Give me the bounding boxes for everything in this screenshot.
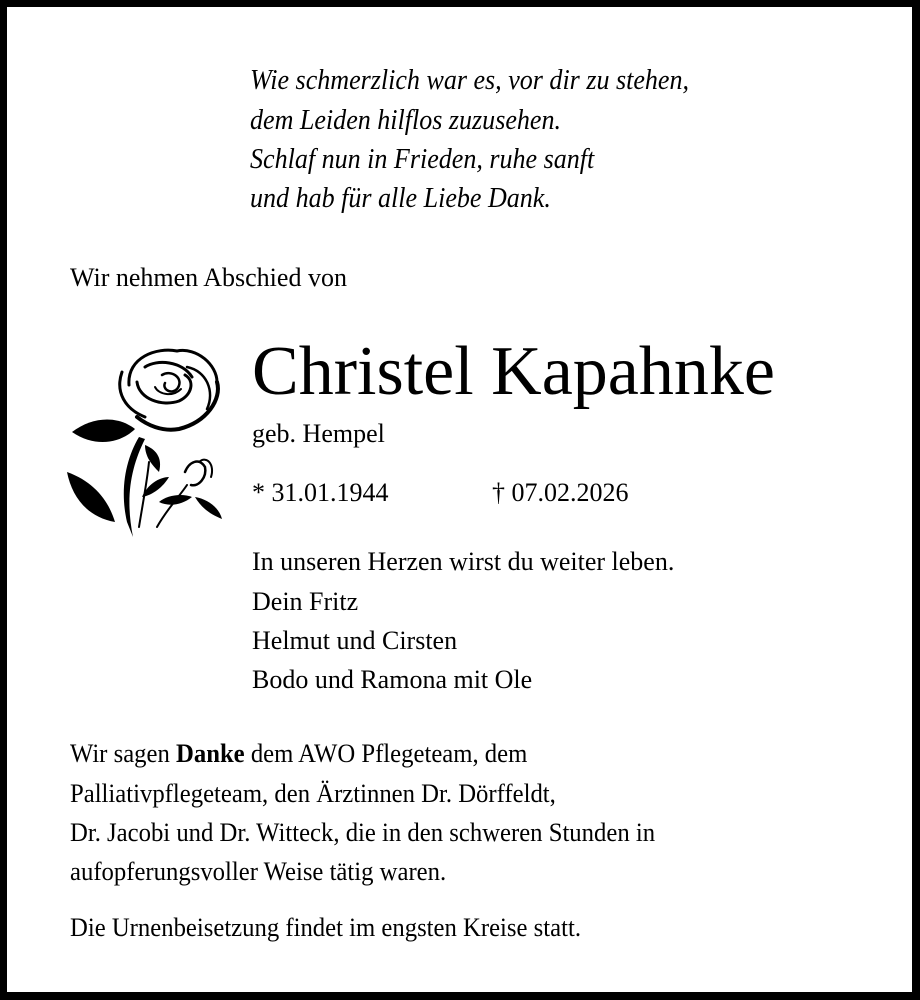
family-line-4: Bodo und Ramona mit Ole <box>252 665 533 694</box>
poem-line-3: Schlaf nun in Frieden, ruhe sanft <box>250 144 595 175</box>
maiden-name: geb. Hempel <box>252 419 385 448</box>
thanks-line-1 <box>70 741 527 767</box>
death-date: † 07.02.2026 <box>492 478 629 507</box>
family-line-2: Dein Fritz <box>252 587 359 616</box>
deceased-name: Christel Kapahnke <box>252 333 775 410</box>
family-line-3: Helmut und Cirsten <box>252 626 458 655</box>
poem-line-1: Wie schmerzlich war es, vor dir zu stehen, <box>250 65 690 96</box>
thanks-line-2: Palliativpflegeteam, den Ärztinnen Dr. Dörffeldt, <box>70 779 556 808</box>
thanks-line-4: aufopferungsvoller Weise tätig waren. <box>70 857 447 886</box>
thanks-line-3: Dr. Jacobi und Dr. Witteck, die in den schweren Stunden in <box>70 818 656 847</box>
rose-icon <box>67 337 227 542</box>
burial-note: Die Urnenbeisetzung findet im engsten Kreise statt. <box>70 913 582 942</box>
thanks-text-pre: Wir sagen <box>70 739 177 768</box>
family-line-1: In unseren Herzen wirst du weiter leben. <box>252 547 675 576</box>
poem-line-2: dem Leiden hilflos zuzusehen. <box>250 105 562 136</box>
poem-line-4: und hab für alle Liebe Dank. <box>250 183 551 214</box>
obituary-card <box>7 7 912 992</box>
birth-date: * 31.01.1944 <box>252 478 389 507</box>
intro-text: Wir nehmen Abschied von <box>70 263 347 292</box>
thanks-bold-word: Danke <box>176 739 245 768</box>
thanks-text-post: dem AWO Pflegeteam, dem <box>244 739 528 768</box>
